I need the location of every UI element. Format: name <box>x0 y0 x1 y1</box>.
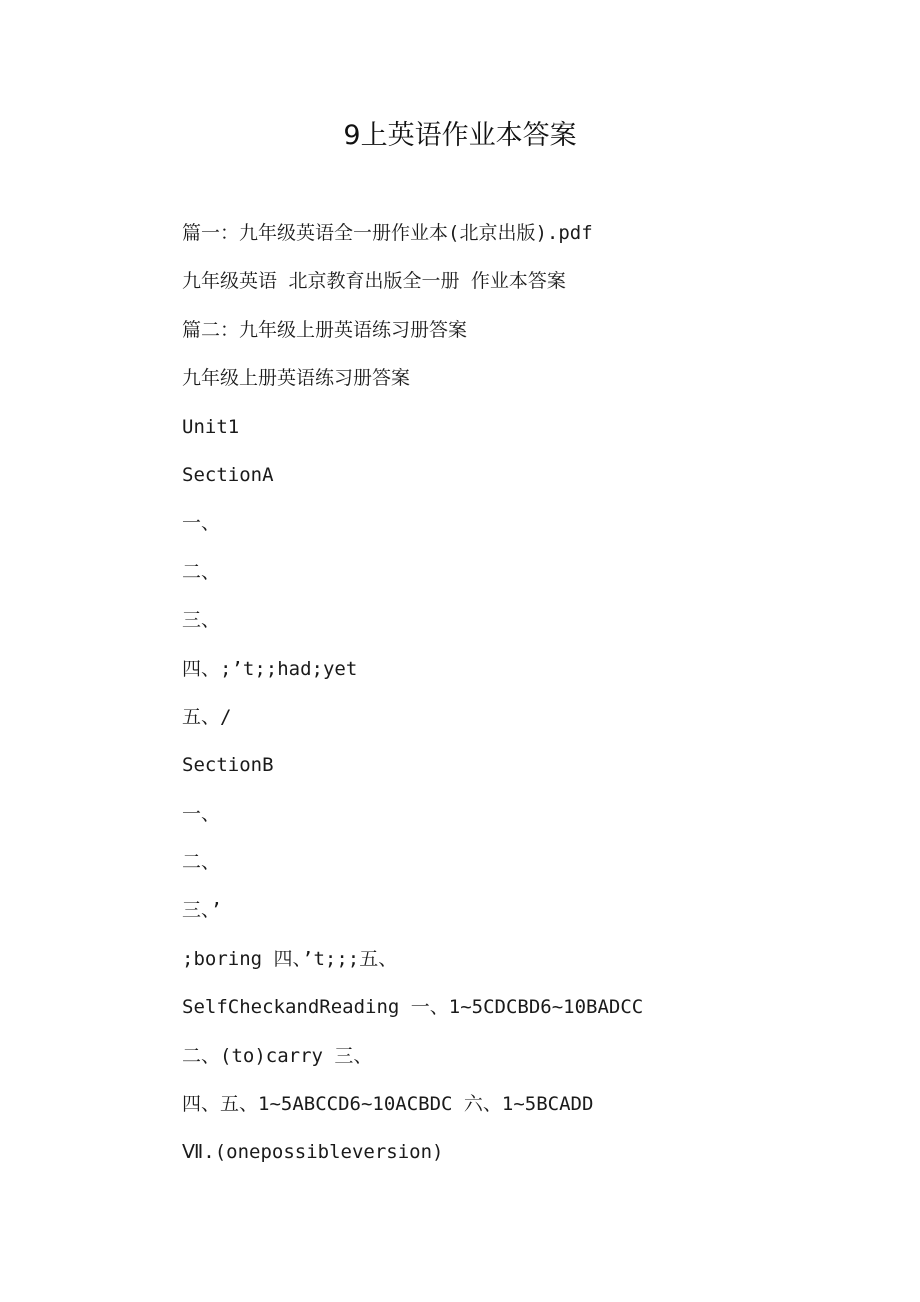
text-line: 九年级英语 北京教育出版全一册 作业本答案 <box>182 270 566 293</box>
text-line: SelfCheckandReading 一、1~5CDCBD6~10BADCC <box>182 996 644 1019</box>
text-line: 二、 <box>182 560 221 583</box>
text-line: SectionA <box>182 463 274 486</box>
text-line: 四、五、1~5ABCCD6~10ACBDC 六、1~5BCADD <box>182 1093 594 1116</box>
text-line: Ⅶ.(onepossibleversion) <box>182 1141 444 1164</box>
text-line: 五、/ <box>182 705 232 728</box>
text-line: 九年级上册英语练习册答案 <box>182 367 411 390</box>
text-line: 一、 <box>182 512 221 535</box>
text-line: Unit1 <box>182 415 240 438</box>
text-line: 篇一：九年级英语全一册作业本(北京出版).pdf <box>182 222 593 244</box>
text-line: 三、’ <box>182 899 222 922</box>
text-line: 二、(to)carry 三、 <box>182 1044 373 1067</box>
text-line: 三、 <box>182 609 221 632</box>
text-line: ;boring 四、’t;;;五、 <box>182 947 398 970</box>
document-title: 9上英语作业本答案 <box>343 120 577 151</box>
text-line: 篇二：九年级上册英语练习册答案 <box>182 318 468 341</box>
text-line: 二、 <box>182 851 221 874</box>
text-line: 一、 <box>182 802 221 825</box>
text-line: SectionB <box>182 754 274 777</box>
text-line: 四、;’t;;had;yet <box>182 657 358 680</box>
document-body <box>182 216 882 1184</box>
